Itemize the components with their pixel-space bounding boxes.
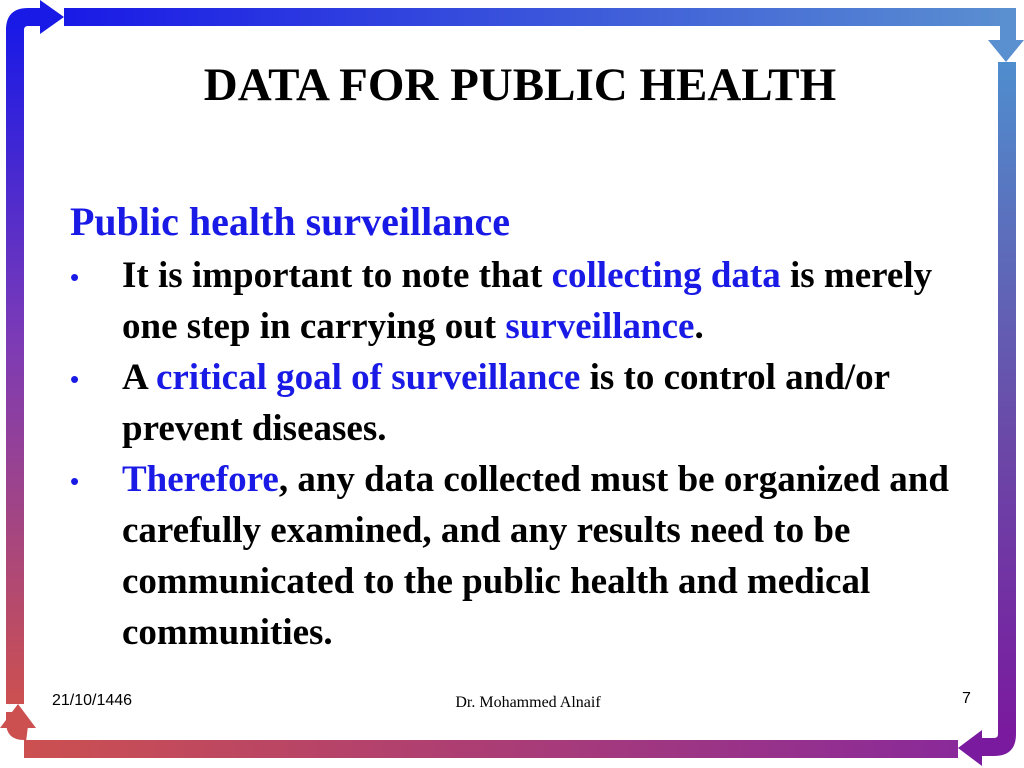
bullet-3-part-2: , any data collected must be organized and carefully examined, and any results need to be communicated to the public health and medical communities. bbox=[122, 459, 949, 653]
bullet-2-part-2: critical goal of surveillance bbox=[155, 357, 581, 398]
frame-right-bar bbox=[998, 62, 1016, 734]
bullet-marker-2: • bbox=[70, 364, 80, 394]
slide-subtitle: Public health surveillance bbox=[70, 199, 510, 244]
bullet-marker-1: • bbox=[70, 262, 80, 292]
bullet-text-3 bbox=[122, 454, 972, 658]
frame-bottom-bar bbox=[24, 740, 958, 758]
bullet-text-1 bbox=[122, 250, 972, 352]
arrow-frame-top-left bbox=[6, 8, 42, 30]
bullet-1-part-4: surveillance bbox=[505, 306, 695, 347]
page-number: 7 bbox=[962, 690, 971, 707]
bullet-2-part-1: A bbox=[122, 357, 156, 398]
bullet-3-part-1: Therefore bbox=[122, 459, 279, 500]
arrow-head-bottom-right bbox=[958, 730, 982, 766]
bullet-1-part-1: It is important to note that bbox=[122, 255, 552, 296]
frame-top-bar bbox=[64, 8, 1010, 26]
bullet-1-part-3: is merely one step in carrying out bbox=[122, 255, 933, 347]
arrow-frame-bottom-right bbox=[980, 734, 1016, 756]
arrow-frame-top-right bbox=[1000, 8, 1016, 44]
footer-date: 21/10/1446 bbox=[52, 692, 133, 709]
bullet-text-2 bbox=[122, 352, 972, 454]
bullet-2-part-3: is to control and/or prevent diseases. bbox=[122, 357, 890, 449]
bullet-marker-3: • bbox=[70, 466, 80, 496]
frame-left-bar bbox=[6, 28, 24, 704]
bullet-1-part-5: . bbox=[694, 306, 704, 347]
arrow-head-top-left bbox=[40, 0, 64, 34]
slide-title: DATA FOR PUBLIC HEALTH bbox=[203, 59, 837, 111]
bullet-1-part-2: collecting data bbox=[551, 255, 781, 296]
footer-author: Dr. Mohammed Alnaif bbox=[455, 694, 601, 711]
